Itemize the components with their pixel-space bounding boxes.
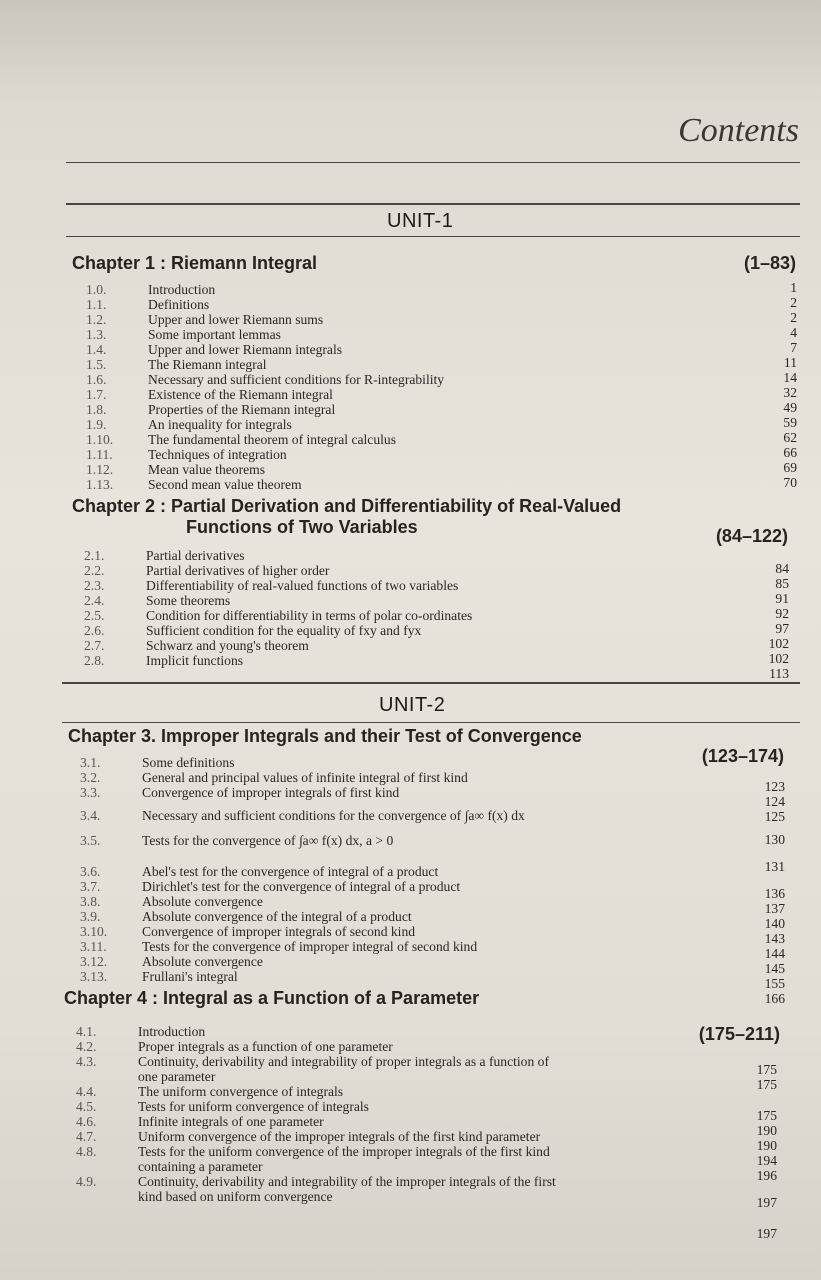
toc-entry (86, 327, 706, 342)
toc-entry (86, 477, 706, 492)
chapter-1-pages (737, 280, 797, 490)
page-number: 136 (764, 886, 785, 901)
entry-number: 1.9. (86, 417, 107, 432)
toc-entry (86, 342, 706, 357)
entry-title: Schwarz and young's theorem (146, 638, 309, 653)
entry-title: Partial derivatives (146, 548, 245, 563)
toc-entry (80, 909, 700, 924)
entry-number: 1.1. (86, 297, 107, 312)
toc-entry (80, 770, 700, 785)
toc-entry (84, 608, 704, 623)
unit-1-title: UNIT-1 (387, 210, 454, 232)
toc-entry (76, 1024, 716, 1039)
entry-number: 1.8. (86, 402, 107, 417)
page-number: 140 (764, 916, 785, 931)
entry-title: kind based on uniform convergence (138, 1189, 333, 1204)
toc-entry (80, 864, 700, 879)
toc-entry (80, 808, 700, 823)
page-number: 130 (764, 832, 785, 847)
entry-title: Frullani's integral (142, 969, 238, 984)
page-number: 190 (756, 1123, 777, 1138)
entry-number: 1.2. (86, 312, 107, 327)
entry-number: 3.5. (80, 833, 101, 848)
toc-entry (80, 785, 700, 800)
page-number: 2 (790, 310, 797, 325)
unit2-rule-bottom (62, 722, 800, 723)
entry-number: 3.4. (80, 808, 101, 823)
entry-number: 1.11. (86, 447, 113, 462)
entry-title: Introduction (138, 1024, 206, 1039)
entry-title: Some important lemmas (148, 327, 281, 342)
entry-number: 3.2. (80, 770, 101, 785)
toc-entry (84, 653, 704, 668)
entry-number: 4.2. (76, 1039, 97, 1054)
entry-number: 4.7. (76, 1129, 97, 1144)
page-number: 197 (756, 1195, 777, 1210)
entry-title: Abel's test for the convergence of integral of a product (142, 864, 439, 879)
chapter-3-pages (725, 779, 785, 1006)
page-number: 59 (783, 415, 797, 430)
page-number: 190 (756, 1138, 777, 1153)
entry-title: Techniques of integration (148, 447, 287, 462)
unit2-rule-top (62, 682, 800, 684)
page-number: 102 (768, 651, 789, 666)
page-number: 102 (768, 636, 789, 651)
page-number: 175 (756, 1062, 777, 1077)
toc-entry (76, 1099, 716, 1114)
entry-number: 4.1. (76, 1024, 97, 1039)
entry-title: Dirichlet's test for the convergence of integral of a product (142, 879, 461, 894)
entry-number: 1.12. (86, 462, 114, 477)
page-number: 11 (783, 355, 797, 370)
toc-entry (86, 312, 706, 327)
chapter-2-heading (72, 496, 796, 546)
toc-entry (80, 969, 700, 984)
entry-title: Upper and lower Riemann sums (148, 312, 324, 327)
chapter-1-heading (72, 253, 796, 274)
entry-title: one parameter (138, 1069, 216, 1084)
entry-title: Tests for uniform convergence of integrals (138, 1099, 369, 1114)
toc-entry (80, 879, 700, 894)
entry-number: 3.12. (80, 954, 108, 969)
entry-title: containing a parameter (138, 1159, 263, 1174)
entry-number: 1.3. (86, 327, 107, 342)
unit1-rule-top (66, 203, 800, 205)
page-number: 2 (790, 295, 797, 310)
page-number: 84 (775, 561, 789, 576)
page-title: Contents (678, 112, 799, 149)
page-number: 196 (756, 1168, 777, 1183)
entry-title: Uniform convergence of the improper integrals of the first kind parameter (138, 1129, 541, 1144)
chapter-2-title: Chapter 2 : Partial Derivation and Differentiability of Real-Valued (72, 496, 622, 516)
page-number: 92 (775, 606, 789, 621)
entry-number: 2.3. (84, 578, 105, 593)
page-number: 125 (764, 809, 785, 824)
entry-title: Some definitions (142, 755, 235, 770)
page-number: 66 (783, 445, 797, 460)
toc-entry (86, 462, 706, 477)
toc-entry (84, 563, 704, 578)
page-number: 175 (756, 1108, 777, 1123)
entry-title: Sufficient condition for the equality of fxy and fyx (146, 623, 422, 638)
page-number: 91 (775, 591, 789, 606)
entry-number: 1.6. (86, 372, 107, 387)
toc-entry (76, 1054, 716, 1069)
toc-entry (80, 924, 700, 939)
chapter-4-entries (76, 1024, 716, 1204)
entry-number: 2.5. (84, 608, 105, 623)
chapter-2-pages (729, 561, 789, 681)
page-number: 1 (790, 280, 797, 295)
entry-title: Mean value theorems (148, 462, 266, 477)
page-number: 69 (783, 460, 797, 475)
page-number: 32 (783, 385, 797, 400)
page-number: 4 (790, 325, 797, 340)
entry-title: The uniform convergence of integrals (138, 1084, 344, 1099)
entry-number: 4.9. (76, 1174, 97, 1189)
toc-entry (84, 623, 704, 638)
entry-title: Continuity, derivability and integrability of the improper integrals of the first (138, 1174, 556, 1189)
entry-title: Convergence of improper integrals of second kind (142, 924, 416, 939)
chapter-1-title: Chapter 1 : Riemann Integral (72, 253, 318, 273)
page-number: 143 (764, 931, 785, 946)
entry-number: 2.8. (84, 653, 105, 668)
toc-entry (80, 954, 700, 969)
entry-title: The Riemann integral (148, 357, 267, 372)
chapter-1-entries (86, 282, 706, 492)
toc-entry (84, 548, 704, 563)
page-number: 155 (764, 976, 785, 991)
entry-title: Proper integrals as a function of one parameter (138, 1039, 393, 1054)
entry-number: 1.13. (86, 477, 114, 492)
toc-entry (76, 1159, 716, 1174)
toc-entry (84, 638, 704, 653)
entry-number: 3.8. (80, 894, 101, 909)
chapter-3-entries (80, 755, 700, 984)
page-number: 70 (783, 475, 797, 490)
entry-title: General and principal values of infinite integral of first kind (142, 770, 468, 785)
page-number: 85 (775, 576, 789, 591)
top-rule (66, 162, 800, 163)
unit-2-title: UNIT-2 (379, 694, 446, 716)
unit1-rule-bottom (66, 236, 800, 237)
entry-title: Differentiability of real-valued functions of two variables (146, 578, 459, 593)
toc-entry (80, 894, 700, 909)
entry-title: Introduction (148, 282, 216, 297)
toc-entry (80, 755, 700, 770)
chapter-3-title: Chapter 3. Improper Integrals and their Test of Convergence (68, 726, 582, 746)
toc-entry (76, 1069, 716, 1084)
page-number: 49 (783, 400, 797, 415)
toc-entry (76, 1174, 716, 1189)
page-number: 144 (764, 946, 785, 961)
chapter-4-range: (175–211) (698, 1024, 780, 1044)
toc-entry (84, 578, 704, 593)
entry-title: Tests for the uniform convergence of the improper integrals of the first kind (138, 1144, 550, 1159)
entry-title: Necessary and sufficient conditions for R-integrability (148, 372, 445, 387)
entry-title: Absolute convergence (142, 894, 263, 909)
chapter-3-range: (123–174) (701, 746, 784, 766)
entry-number: 1.10. (86, 432, 114, 447)
entry-number: 1.5. (86, 357, 107, 372)
entry-number: 1.4. (86, 342, 107, 357)
entry-number: 3.3. (80, 785, 101, 800)
page-number: 7 (790, 340, 797, 355)
page-number: 197 (756, 1226, 777, 1241)
page-number: 145 (764, 961, 785, 976)
toc-entry (86, 387, 706, 402)
toc-entry (76, 1039, 716, 1054)
toc-entry (76, 1114, 716, 1129)
page-number: 97 (775, 621, 789, 636)
entry-title: The fundamental theorem of integral calculus (148, 432, 396, 447)
chapter-2-title-line2: Functions of Two Variables (186, 517, 418, 537)
entry-number: 3.9. (80, 909, 101, 924)
entry-title: Infinite integrals of one parameter (138, 1114, 324, 1129)
entry-title: Properties of the Riemann integral (148, 402, 336, 417)
entry-title: Continuity, derivability and integrability of proper integrals as a function of (138, 1054, 549, 1069)
chapter-4-title: Chapter 4 : Integral as a Function of a Parameter (64, 988, 480, 1008)
toc-entry (86, 357, 706, 372)
toc-entry (76, 1084, 716, 1099)
chapter-1-range: (1–83) (743, 253, 796, 273)
entry-title: Partial derivatives of higher order (146, 563, 330, 578)
page-number: 175 (756, 1077, 777, 1092)
toc-entry (76, 1129, 716, 1144)
page-number: 194 (756, 1153, 777, 1168)
entry-number: 2.4. (84, 593, 105, 608)
entry-number: 1.0. (86, 282, 107, 297)
entry-title: Condition for differentiability in terms of polar co-ordinates (146, 608, 473, 623)
entry-title: Convergence of improper integrals of first kind (142, 785, 400, 800)
page-number: 123 (764, 779, 785, 794)
entry-number: 1.7. (86, 387, 107, 402)
entry-number: 4.3. (76, 1054, 97, 1069)
entry-number: 4.8. (76, 1144, 97, 1159)
entry-number: 2.2. (84, 563, 105, 578)
toc-entry (86, 282, 706, 297)
entry-number: 3.10. (80, 924, 108, 939)
page-number: 14 (783, 370, 797, 385)
entry-number: 2.1. (84, 548, 105, 563)
toc-entry (80, 833, 700, 848)
toc-entry (86, 417, 706, 432)
entry-number: 3.7. (80, 879, 101, 894)
entry-number: 4.6. (76, 1114, 97, 1129)
entry-title: Some theorems (146, 593, 231, 608)
toc-entry (76, 1189, 716, 1204)
entry-number: 3.11. (80, 939, 107, 954)
entry-number: 3.13. (80, 969, 108, 984)
page-number: 166 (764, 991, 785, 1006)
page-number: 62 (783, 430, 797, 445)
entry-title: Implicit functions (146, 653, 244, 668)
entry-title: Absolute convergence (142, 954, 263, 969)
entry-title: Upper and lower Riemann integrals (148, 342, 343, 357)
toc-entry (86, 432, 706, 447)
entry-title: Absolute convergence of the integral of a product (142, 909, 412, 924)
toc-entry (86, 372, 706, 387)
entry-title: Existence of the Riemann integral (148, 387, 333, 402)
entry-title: Definitions (148, 297, 210, 312)
entry-number: 4.5. (76, 1099, 97, 1114)
toc-entry (86, 447, 706, 462)
page-number: 124 (764, 794, 785, 809)
page-number: 131 (764, 859, 785, 874)
entry-number: 2.7. (84, 638, 105, 653)
entry-number: 3.6. (80, 864, 101, 879)
entry-title: Tests for the convergence of improper integral of second kind (142, 939, 478, 954)
page-number: 113 (769, 666, 789, 681)
toc-entry (84, 593, 704, 608)
toc-entry (86, 402, 706, 417)
chapter-2-entries (84, 548, 704, 668)
entry-title: Tests for the convergence of ∫a∞ f(x) dx, a > 0 (142, 833, 394, 848)
entry-title: Second mean value theorem (148, 477, 302, 492)
toc-entry (76, 1144, 716, 1159)
page-number: 137 (764, 901, 785, 916)
chapter-2-range: (84–122) (715, 526, 788, 546)
entry-number: 2.6. (84, 623, 105, 638)
toc-entry (86, 297, 706, 312)
entry-number: 4.4. (76, 1084, 97, 1099)
entry-title: Necessary and sufficient conditions for the convergence of ∫a∞ f(x) dx (142, 808, 525, 823)
toc-entry (80, 939, 700, 954)
chapter-4-pages (717, 1062, 777, 1241)
entry-title: An inequality for integrals (148, 417, 292, 432)
entry-number: 3.1. (80, 755, 101, 770)
